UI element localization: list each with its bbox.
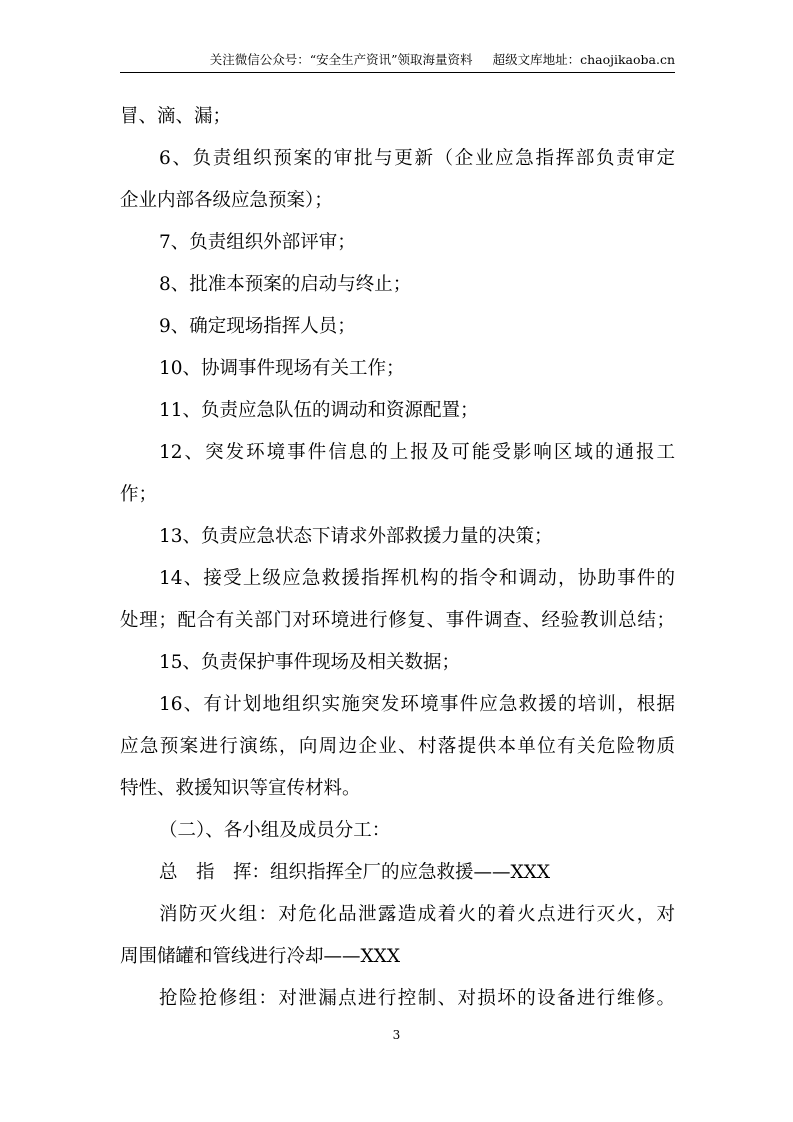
header-wechat-notice: 关注微信公众号：“安全生产资讯”领取海量资料 bbox=[209, 52, 473, 67]
text-line: 13、负责应急状态下请求外部救援力量的决策； bbox=[159, 526, 553, 547]
text-line: 10、协调事件现场有关工作； bbox=[159, 358, 405, 379]
text-line: 9、确定现场指挥人员； bbox=[159, 316, 356, 337]
page-number: 3 bbox=[392, 1028, 401, 1042]
text-line: 总 指 挥：组织指挥全厂的应急救援——XXX bbox=[159, 862, 551, 883]
text-line: 特性、救援知识等宣传材料。 bbox=[120, 778, 361, 799]
text-line: 抢险抢修组：对泄漏点进行控制、对损坏的设备进行维修。 bbox=[159, 988, 675, 1009]
text-line: 企业内部各级应急预案）； bbox=[120, 190, 333, 211]
text-line: 11、负责应急队伍的调动和资源配置； bbox=[159, 400, 479, 421]
text-line: 6、负责组织预案的审批与更新（企业应急指挥部负责审定 bbox=[159, 148, 675, 169]
text-line: （二）、各小组及成员分工： bbox=[159, 820, 391, 841]
text-line: 14、接受上级应急救援指挥机构的指令和调动，协助事件的 bbox=[159, 568, 675, 589]
text-line: 处理；配合有关部门对环境进行修复、事件调查、经验教训总结； bbox=[120, 610, 675, 631]
header-rule bbox=[120, 72, 675, 73]
header-library-address: 超级文库地址：chaojikaoba.cn bbox=[492, 52, 675, 67]
text-line: 作； bbox=[120, 484, 158, 505]
text-line: 应急预案进行演练，向周边企业、村落提供本单位有关危险物质 bbox=[120, 736, 675, 757]
text-line: 16、有计划地组织实施突发环境事件应急救援的培训，根据 bbox=[159, 694, 675, 715]
text-line: 冒、滴、漏； bbox=[120, 106, 232, 127]
document-body bbox=[120, 100, 675, 1024]
text-line: 8、批准本预案的启动与终止； bbox=[159, 274, 412, 295]
page-header bbox=[120, 50, 675, 70]
text-line: 15、负责保护事件现场及相关数据； bbox=[159, 652, 461, 673]
text-line: 周围储罐和管线进行冷却——XXX bbox=[120, 946, 401, 967]
text-line: 消防灭火组：对危化品泄露造成着火的着火点进行灭火，对 bbox=[159, 904, 675, 925]
text-line: 7、负责组织外部评审； bbox=[159, 232, 356, 253]
text-line: 12、突发环境事件信息的上报及可能受影响区域的通报工 bbox=[159, 442, 675, 463]
